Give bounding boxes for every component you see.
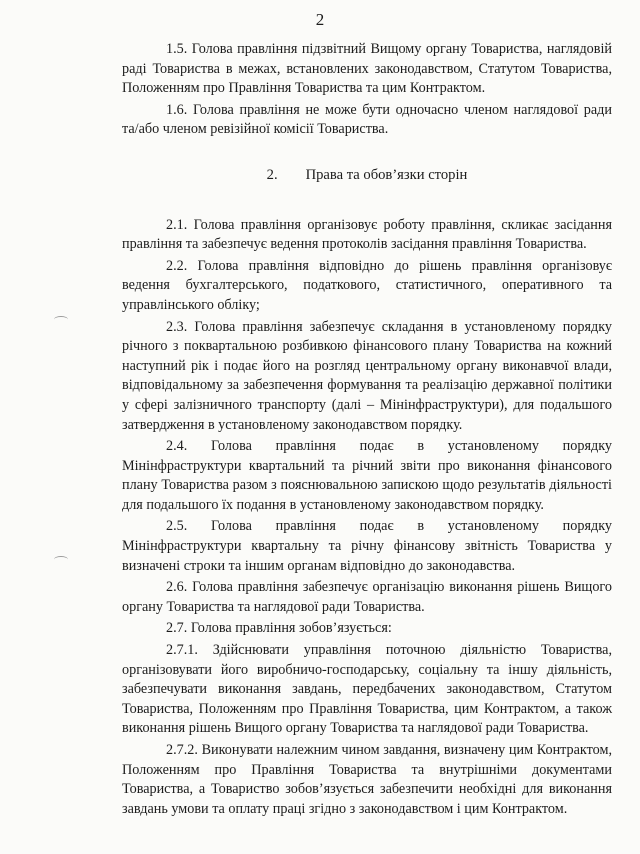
section-number: 2. — [266, 166, 278, 183]
paragraph-2-1: 2.1. Голова правління організовує роботу правління, скликає засідання правління та забезпечує ведення протоколів засідання правління Товариства. — [122, 216, 612, 253]
paragraph-1-5: 1.5. Голова правління підзвітний Вищому органу Товариства, наглядовій раді Товариства в межах, встановлених законодавством, Статутом Товариства, Положенням про Правління Товариства та цим Контрактом. — [122, 41, 612, 97]
paragraph-2-3: 2.3. Голова правління забезпечує складання в установленому порядку річного з поквартальною розбивкою фінансового плану Товариства на кожний наступний рік і подає його на розгляд центральному органу виконавчої влади, відповідальному за забезпечення формування та реалізацію державної політики у сфері залізничного транспорту (далі – Мінінфраструктури), для подальшого затвердження в установленому законодавством порядку. — [122, 318, 612, 433]
paragraph-2-5: 2.5. Голова правління подає в установленому порядку Мінінфраструктури квартальну та річну фінансову звітність Товариства у визначені строки та іншим органам відповідно до законодавства. — [122, 518, 612, 574]
paragraph-2-7-1: 2.7.1. Здійснювати управління поточною діяльністю Товариства, організовувати його виробничо-господарську, соціальну та іншу діяльність, забезпечувати виконання завдань, передбачених законодавством, Статутом Товариства, Положенням про Правління Товариства, цим Контрактом, а також виконання рішень Вищого органу Товариства та наглядової ради Товариства. — [122, 642, 612, 737]
margin-scribble-mark — [54, 556, 68, 563]
section-title: Права та обов’язки сторін — [305, 166, 468, 183]
paragraph-1-6: 1.6. Голова правління не може бути одночасно членом наглядової ради та/або членом ревізійної комісії Товариства. — [122, 101, 612, 138]
section-heading — [122, 166, 612, 186]
paragraph-2-4: 2.4. Голова правління подає в установленому порядку Мінінфраструктури квартальний та річний звіти про виконання фінансового плану Товариства разом з пояснювальною запискою щодо результатів діяльності для подальшого їх подання в установленому законодавством порядку. — [122, 438, 612, 513]
paragraph-2-2: 2.2. Голова правління відповідно до рішень правління організовує ведення бухгалтерського, податкового, статистичного, оперативного та управлінського обліку; — [122, 257, 612, 313]
document-body — [122, 40, 612, 819]
paragraph-2-7: 2.7. Голова правління зобов’язується: — [166, 620, 392, 637]
paragraph-2-6: 2.6. Голова правління забезпечує організацію виконання рішень Вищого органу Товариства та наглядової ради Товариства. — [122, 579, 612, 615]
paragraph-2-7-2: 2.7.2. Виконувати належним чином завдання, визначену цим Контрактом, Положенням про Правління Товариства та внутрішніми документами Товариства, а Товариство зобов’язується забезпечити необхідні для виконання завдань умови та оплату праці згідно з законодавством і цим Контрактом. — [122, 742, 612, 817]
page-number: 2 — [315, 10, 325, 29]
margin-scribble-mark — [54, 316, 68, 323]
